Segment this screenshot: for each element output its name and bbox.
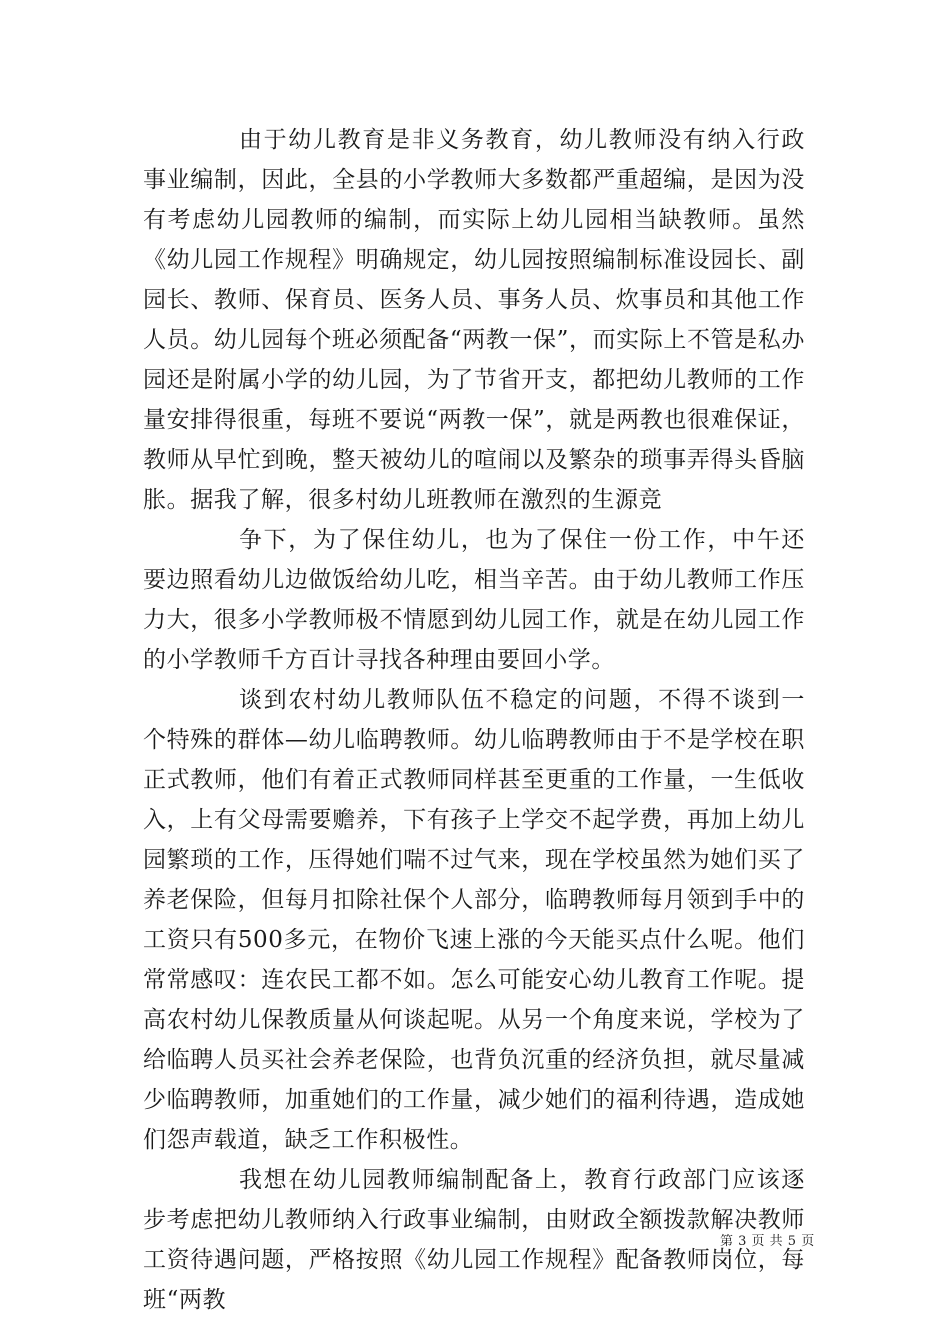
paragraph-4: 我想在幼儿园教师编制配备上，教育行政部门应该逐步考虑把幼儿教师纳入行政事业编制，由财政全额拨款解决教师工资待遇问题，严格按照《幼儿园工作规程》配备教师岗位，每班“两教 (143, 1167, 805, 1313)
paragraph-2: 争下，为了保住幼儿，也为了保住一份工作，中午还要边照看幼儿边做饭给幼儿吃，相当辛苦。由于幼儿教师工作压力大，很多小学教师极不情愿到幼儿园工作，就是在幼儿园工作的小学教师千方百计寻找各种理由要回小学。 (143, 527, 805, 673)
document-body (143, 120, 805, 1320)
paragraph-3: 谈到农村幼儿教师队伍不稳定的问题，不得不谈到一个特殊的群体—幼儿临聘教师。幼儿临聘教师由于不是学校在职正式教师，他们有着正式教师同样甚至更重的工作量，一生低收入，上有父母需要赡养，下有孩子上学交不起学费，再加上幼儿园繁琐的工作，压得她们喘不过气来，现在学校虽然为她们买了养老保险，但每月扣除社保个人部分，临聘教师每月领到手中的工资只有500多元，在物价飞速上涨的今天能买点什么呢。他们常常感叹：连农民工都不如。怎么可能安心幼儿教育工作呢。提高农村幼儿保教质量从何谈起呢。从另一个角度来说，学校为了给临聘人员买社会养老保险，也背负沉重的经济负担，就尽量减少临聘教师，加重她们的工作量，减少她们的福利待遇，造成她们怨声载道，缺乏工作积极性。 (143, 687, 805, 1153)
page-number-footer: 第 3 页 共 5 页 (720, 1234, 815, 1249)
paragraph-1: 由于幼儿教育是非义务教育，幼儿教师没有纳入行政事业编制，因此，全县的小学教师大多数都严重超编，是因为没有考虑幼儿园教师的编制，而实际上幼儿园相当缺教师。虽然《幼儿园工作规程》明确规定，幼儿园按照编制标准设园长、副园长、教师、保育员、医务人员、事务人员、炊事员和其他工作人员。幼儿园每个班必须配备“两教一保”，而实际上不管是私办园还是附属小学的幼儿园，为了节省开支，都把幼儿教师的工作量安排得很重，每班不要说“两教一保”，就是两教也很难保证，教师从早忙到晚，整天被幼儿的喧闹以及繁杂的琐事弄得头昏脑胀。据我了解，很多村幼儿班教师在激烈的生源竞 (143, 127, 805, 513)
